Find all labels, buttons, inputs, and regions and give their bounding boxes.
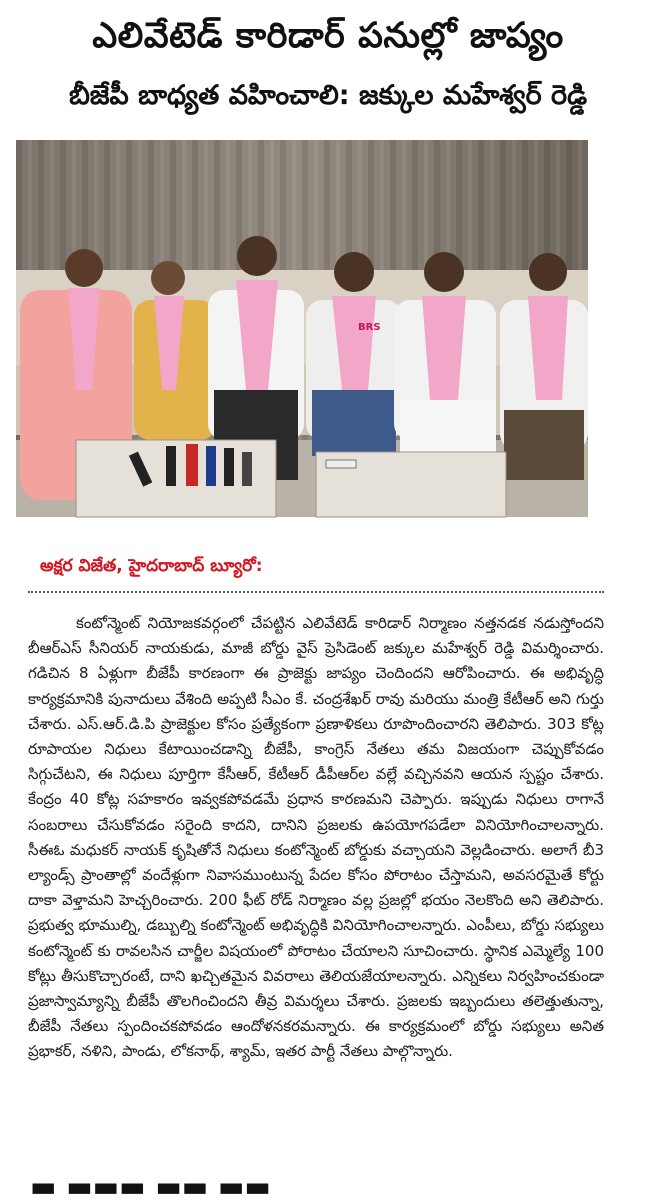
headline: ఎలివేటెడ్ కారిడార్ పనుల్లో జాప్యం — [92, 16, 564, 56]
press-meet-photo — [16, 140, 588, 517]
byline: అక్షర విజేత, హైదరాబాద్ బ్యూరో: — [40, 556, 263, 576]
subheadline: బీజేపీ బాధ్యత వహించాలి: జక్కుల మహేశ్వర్ రెడ్డి — [68, 80, 588, 111]
sash-text: BRS — [358, 322, 381, 333]
divider — [28, 591, 604, 593]
next-headline-cutoff: ▬ ▬▬▬ ▬▬ ▬▬ — [30, 1170, 271, 1203]
article-body: కంటోన్మెంట్ నియోజకవర్గంలో చేపట్టిన ఎలివేటెడ్ కారిడార్ నిర్మాణం నత్తనడక నడుస్తోందని బీఆర్ఎస్ సీనియర్ నాయకుడు, మాజీ బోర్డు వైస్ ప్రెసిడెంట్ జక్కుల మహేశ్వర్ రెడ్డి విమర్శించారు. గడిచిన 8 ఏళ్లుగా బీజేపీ కారణంగా ఈ ప్రాజెక్టు జాప్యం చెందిందని ఆరోపించారు. ఈ అభివృద్ధి కార్యక్రమానికి పునాదులు వేశింది అప్పటి సీఎం కే. చంద్రశేఖర్ రావు మరియు మంత్రి కేటీఆర్ అని గుర్తు చేశారు. ఎస్.ఆర్.డి.పి ప్రాజెక్టుల కోసం ప్రత్యేకంగా ప్రణాళికలు రూపొందించారని తెలిపారు. 303 కోట్ల రూపాయల నిధులు కేటాయించడాన్ని బీజేపీ, కాంగ్రెస్ నేతలు తమ విజయంగా చెప్పుకోవడం సిగ్గుచేటని, ఈ నిధులు పూర్తిగా కేసీఆర్, కేటీఆర్ డీపీఆర్‌ల వల్లే వచ్చినవని ఆయన స్పష్టం చేశారు. కేంద్రం 40 కోట్ల సహకారం ఇవ్వకపోవడమే ప్రధాన కారణమని చెప్పారు. ఇప్పుడు నిధులు రాగానే సంబరాలు చేసుకోవడం సరైంది కాదని, దానిని ప్రజలకు ఉపయోగపడేలా వినియోగించాలన్నారు. సీఈఓ మధుకర్ నాయక్ కృషితోనే నిధులు కంటోన్మెంట్ బోర్డుకు వచ్చాయని వెల్లడించారు. అలాగే బీ3 ల్యాండ్స్ ప్రాంతాల్లో వందేళ్లుగా నివాసముంటున్న పేదల కోసం పోరాటం చేస్తామని, అవసరమైతే కోర్టు దాకా వెళ్తామని హెచ్చరించారు. 200 ఫీట్ రోడ్ నిర్మాణం వల్ల ప్రజల్లో భయం నెలకొంది అని తెలిపారు. ప్రభుత్వ భూముల్ని, డబ్బుల్ని కంటోన్మెంట్ అభివృద్ధికి వినియోగించాలన్నారు. ఎంపీలు, బోర్డు సభ్యులు కంటోన్మెంట్ కు రావలసిన చార్జీల విషయంలో పోరాటం చేయాలని సూచించారు. స్థానిక ఎమ్మెల్యే 100 కోట్లు తీసుకొచ్చారంటే, దాని ఖచ్చితమైన వివరాలు తెలియజేయాలన్నారు. ఎన్నికలు నిర్వహించకుండా ప్రజాస్వామ్యాన్ని బీజేపీ తొలగించిందని తీవ్ర విమర్శలు చేశారు. ప్రజలకు ఇబ్బందులు తలెత్తుతున్నా, బీజేపీ నేతలు స్పందించకపోవడం ఆందోళనకరమన్నారు. ఈ కార్యక్రమంలో బోర్డు సభ్యులు అనిత ప్రభాకర్, నళిని, పాండు, లోకనాథ్, శ్యామ్, ఇతర పార్టీ నేతలు పాల్గొన్నారు. — [28, 614, 604, 1061]
